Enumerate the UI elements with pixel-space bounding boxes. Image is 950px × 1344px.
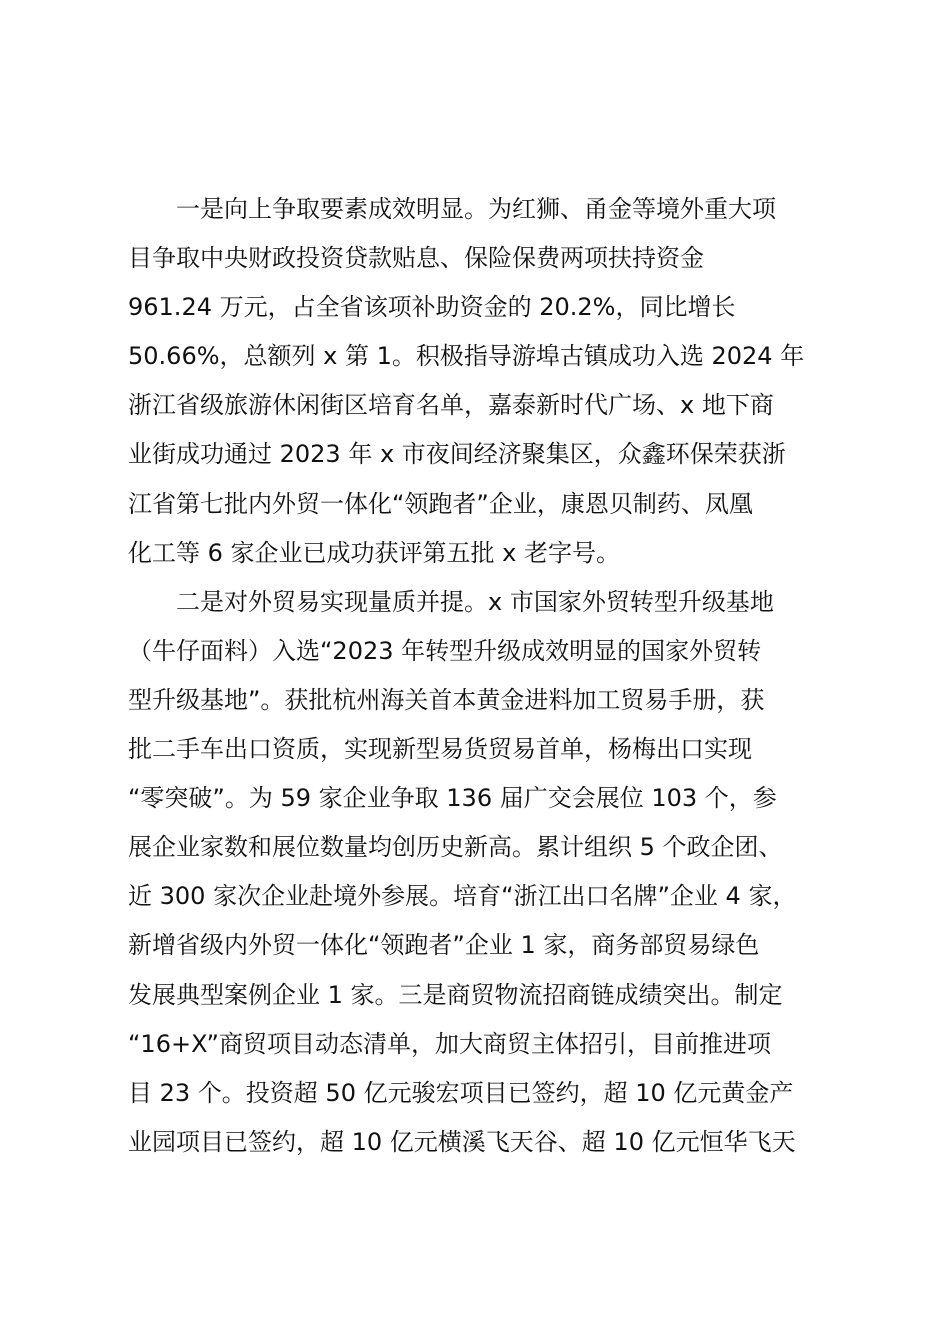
- paragraph-2-line-7: 近 300 家次企业赴境外参展。培育“浙江出口名牌”企业 4 家，: [128, 882, 797, 911]
- paragraph-1-line-2: 目争取中央财政投资贷款贴息、保险保费两项扶持资金: [128, 244, 704, 273]
- paragraph-1-line-4: 50.66%，总额列 x 第 1。积极指导游埠古镇成功入选 2024 年: [128, 342, 805, 371]
- paragraph-2-line-1: 二是对外贸易实现量质并提。x 市国家外贸转型升级基地: [176, 587, 774, 616]
- paragraph-2-line-5: “零突破”。为 59 家企业争取 136 届广交会展位 103 个，参: [128, 784, 777, 813]
- paragraph-1-line-1: 一是向上争取要素成效明显。为红狮、甬金等境外重大项: [176, 195, 776, 223]
- paragraph-2-line-12: 业园项目已签约，超 10 亿元横溪飞天谷、超 10 亿元恒华飞天: [128, 1127, 796, 1156]
- paragraph-2-line-6: 展企业家数和展位数量均创历史新高。累计组织 5 个政企团、: [128, 833, 783, 862]
- paragraph-2-line-11: 目 23 个。投资超 50 亿元骏宏项目已签约，超 10 亿元黄金产: [128, 1078, 794, 1107]
- paragraph-1-line-6: 业街成功通过 2023 年 x 市夜间经济聚集区，众鑫环保荣获浙: [128, 440, 786, 469]
- paragraph-1-line-8: 化工等 6 家企业已成功获评第五批 x 老字号。: [128, 538, 620, 567]
- paragraph-2-line-8: 新增省级内外贸一体化“领跑者”企业 1 家，商务部贸易绿色: [128, 931, 760, 960]
- paragraph-2-line-3: 型升级基地”。获批杭州海关首本黄金进料加工贸易手册，获: [128, 685, 765, 714]
- document-body: [128, 185, 848, 1167]
- paragraph-1-line-7: 江省第七批内外贸一体化“领跑者”企业，康恩贝制药、凤凰: [128, 489, 753, 518]
- paragraph-1-line-5: 浙江省级旅游休闲街区培育名单，嘉泰新时代广场、x 地下商: [128, 391, 774, 420]
- paragraph-2-line-10: “16+X”商贸项目动态清单，加大商贸主体招引，目前推进项: [128, 1029, 771, 1058]
- paragraph-2-line-2: （牛仔面料）入选“2023 年转型升级成效明显的国家外贸转: [128, 636, 762, 665]
- paragraph-2-line-4: 批二手车出口资质，实现新型易货贸易首单，杨梅出口实现: [128, 735, 752, 764]
- paragraph-2-line-9: 发展典型案例企业 1 家。三是商贸物流招商链成绩突出。制定: [128, 980, 783, 1009]
- paragraph-1-line-3: 961.24 万元，占全省该项补助资金的 20.2%，同比增长: [128, 293, 736, 322]
